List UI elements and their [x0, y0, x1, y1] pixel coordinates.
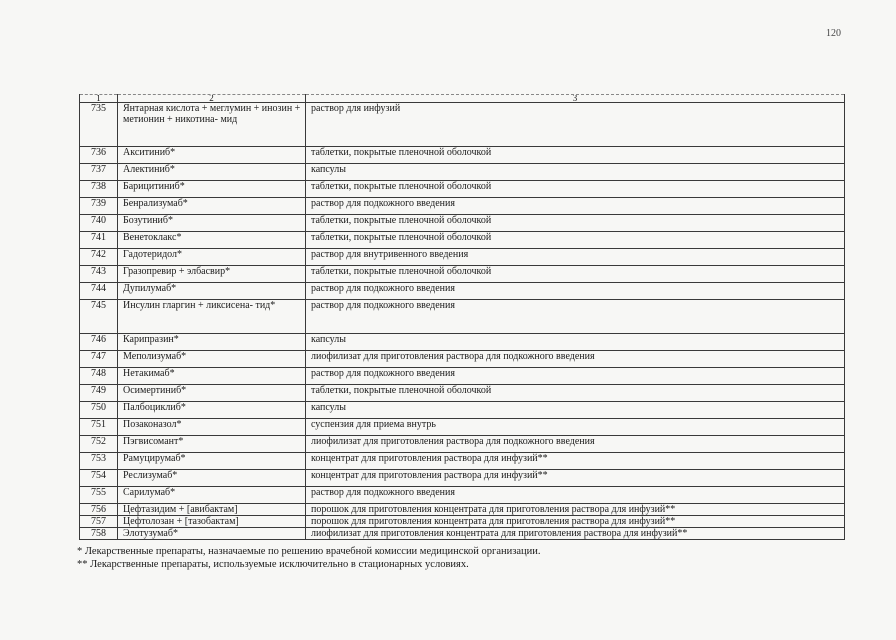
drug-name: Элотузумаб*: [118, 528, 306, 540]
table-row: [80, 198, 845, 215]
row-number: 745: [80, 300, 118, 334]
table-row: [80, 351, 845, 368]
drug-name: Гадотеридол*: [118, 249, 306, 266]
drug-form: раствор для подкожного введения: [306, 283, 845, 300]
drug-form: таблетки, покрытые пленочной оболочкой: [306, 385, 845, 402]
table-header-row: [80, 95, 845, 103]
drug-form: капсулы: [306, 164, 845, 181]
drug-name: Пэгвисомант*: [118, 436, 306, 453]
drug-form: суспензия для приема внутрь: [306, 419, 845, 436]
table-row: [80, 103, 845, 147]
drug-name: Карипразин*: [118, 334, 306, 351]
drug-form: таблетки, покрытые пленочной оболочкой: [306, 181, 845, 198]
drug-form: раствор для подкожного введения: [306, 300, 845, 334]
drug-form: таблетки, покрытые пленочной оболочкой: [306, 232, 845, 249]
drug-name: Венетоклакс*: [118, 232, 306, 249]
table-row: [80, 249, 845, 266]
header-col-3: 3: [306, 95, 845, 103]
drug-form: лиофилизат для приготовления раствора для подкожного введения: [306, 351, 845, 368]
table-row: [80, 215, 845, 232]
row-number: 753: [80, 453, 118, 470]
row-number: 758: [80, 528, 118, 540]
table-row: [80, 453, 845, 470]
drug-name: Меполизумаб*: [118, 351, 306, 368]
drug-name: Реслизумаб*: [118, 470, 306, 487]
drug-name: Нетакимаб*: [118, 368, 306, 385]
header-col-1: 1: [80, 95, 118, 103]
drug-name: Сарилумаб*: [118, 487, 306, 504]
drug-name: Янтарная кислота + меглумин + инозин + метионин + никотина- мид: [118, 103, 306, 147]
drug-name: Дупилумаб*: [118, 283, 306, 300]
row-number: 739: [80, 198, 118, 215]
table-row: [80, 266, 845, 283]
drug-form: капсулы: [306, 334, 845, 351]
drug-name: Барицитиниб*: [118, 181, 306, 198]
drug-form: раствор для подкожного введения: [306, 368, 845, 385]
drug-form: таблетки, покрытые пленочной оболочкой: [306, 147, 845, 164]
row-number: 751: [80, 419, 118, 436]
header-col-2: 2: [118, 95, 306, 103]
drug-name: Палбоциклиб*: [118, 402, 306, 419]
table-row: [80, 528, 845, 540]
row-number: 742: [80, 249, 118, 266]
table-row: [80, 147, 845, 164]
table-row: [80, 402, 845, 419]
drug-name: Осимертиниб*: [118, 385, 306, 402]
table-row: [80, 516, 845, 528]
drug-form: капсулы: [306, 402, 845, 419]
table-row: [80, 504, 845, 516]
table-row: [80, 283, 845, 300]
row-number: 736: [80, 147, 118, 164]
drug-form: лиофилизат для приготовления концентрата для приготовления раствора для инфузий**: [306, 528, 845, 540]
row-number: 743: [80, 266, 118, 283]
drug-name: Акситиниб*: [118, 147, 306, 164]
row-number: 749: [80, 385, 118, 402]
row-number: 740: [80, 215, 118, 232]
row-number: 756: [80, 504, 118, 516]
row-number: 748: [80, 368, 118, 385]
drug-form: концентрат для приготовления раствора для инфузий**: [306, 470, 845, 487]
row-number: 744: [80, 283, 118, 300]
row-number: 755: [80, 487, 118, 504]
drug-name: Рамуцирумаб*: [118, 453, 306, 470]
drug-form: раствор для внутривенного введения: [306, 249, 845, 266]
drug-name: Инсулин гларгин + ликсисена- тид*: [118, 300, 306, 334]
drug-form: порошок для приготовления концентрата для приготовления раствора для инфузий**: [306, 504, 845, 516]
row-number: 741: [80, 232, 118, 249]
row-number: 750: [80, 402, 118, 419]
table-row: [80, 300, 845, 334]
row-number: 737: [80, 164, 118, 181]
drug-name: Бенрализумаб*: [118, 198, 306, 215]
drug-name: Цефтолозан + [тазобактам]: [118, 516, 306, 528]
page-number: 120: [826, 28, 841, 39]
row-number: 735: [80, 103, 118, 147]
table-row: [80, 436, 845, 453]
drug-form: раствор для подкожного введения: [306, 198, 845, 215]
footnote-double-asterisk: ** Лекарственные препараты, используемые исключительно в стационарных условиях.: [77, 559, 469, 570]
footnote-single-asterisk: * Лекарственные препараты, назначаемые по решению врачебной комиссии медицинской организации.: [77, 546, 541, 557]
table-row: [80, 334, 845, 351]
drug-name: Цефтазидим + [авибактам]: [118, 504, 306, 516]
table-row: [80, 419, 845, 436]
row-number: 746: [80, 334, 118, 351]
table-row: [80, 232, 845, 249]
drug-name: Бозутиниб*: [118, 215, 306, 232]
table-row: [80, 181, 845, 198]
table-row: [80, 470, 845, 487]
drug-form: таблетки, покрытые пленочной оболочкой: [306, 266, 845, 283]
drug-name: Гразопревир + элбасвир*: [118, 266, 306, 283]
table-row: [80, 487, 845, 504]
drug-form: порошок для приготовления концентрата для приготовления раствора для инфузий**: [306, 516, 845, 528]
drug-form: раствор для инфузий: [306, 103, 845, 147]
table-row: [80, 368, 845, 385]
row-number: 754: [80, 470, 118, 487]
drug-name: Алектиниб*: [118, 164, 306, 181]
drug-name: Позаконазол*: [118, 419, 306, 436]
drug-form: таблетки, покрытые пленочной оболочкой: [306, 215, 845, 232]
drug-form: раствор для подкожного введения: [306, 487, 845, 504]
row-number: 738: [80, 181, 118, 198]
drug-form: лиофилизат для приготовления раствора для подкожного введения: [306, 436, 845, 453]
row-number: 757: [80, 516, 118, 528]
table-row: [80, 385, 845, 402]
row-number: 747: [80, 351, 118, 368]
drug-form: концентрат для приготовления раствора для инфузий**: [306, 453, 845, 470]
row-number: 752: [80, 436, 118, 453]
drug-table: [79, 94, 845, 540]
table-row: [80, 164, 845, 181]
